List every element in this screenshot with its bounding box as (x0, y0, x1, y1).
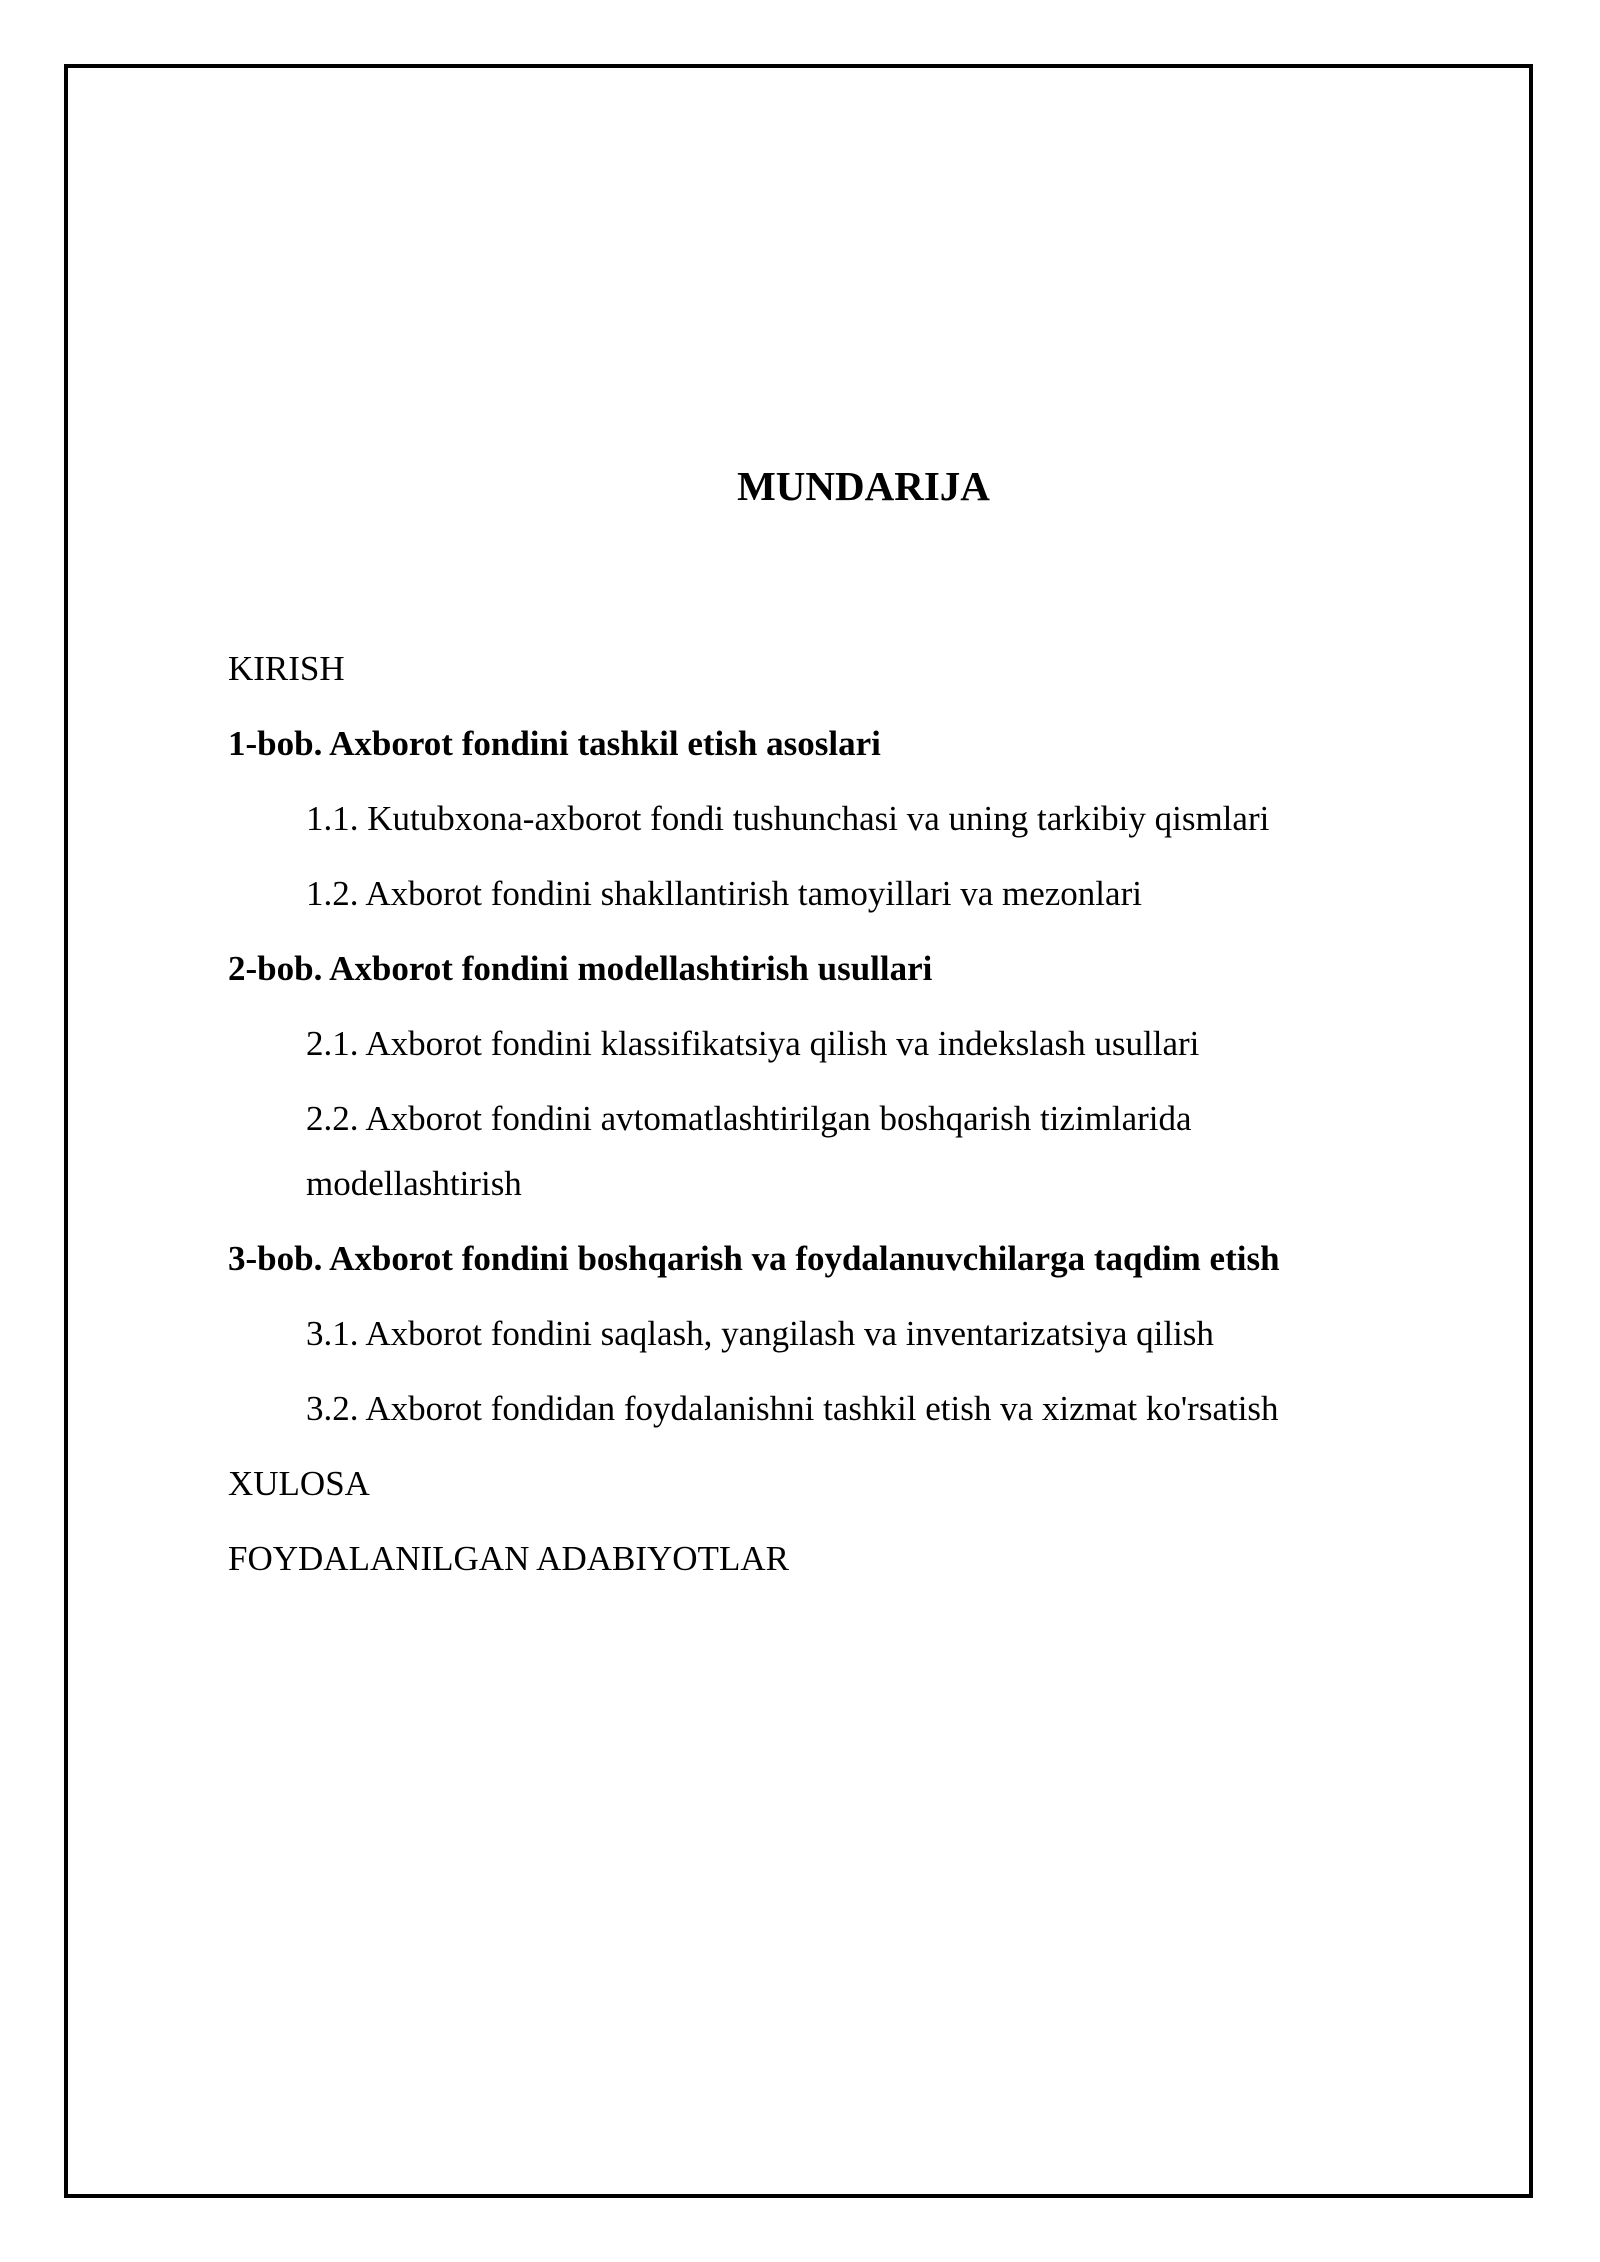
toc-section-2-2: 2.2. Axborot fondini avtomatlashtirilgan boshqarish tizimlarida modellashtirish (306, 1099, 1192, 1203)
toc-section-1-2: 1.2. Axborot fondini shakllantirish tamoyillari va mezonlari (306, 874, 1142, 913)
toc-section-3-1: 3.1. Axborot fondini saqlash, yangilash va inventarizatsiya qilish (306, 1314, 1214, 1353)
toc-section-1-1: 1.1. Kutubxona-axborot fondi tushunchasi va uning tarkibiy qismlari (306, 799, 1270, 838)
table-of-contents (228, 636, 1428, 1591)
page-title: MUNDARIJA (737, 463, 990, 509)
toc-entry-conclusion: XULOSA (228, 1464, 370, 1503)
toc-section-3-2: 3.2. Axborot fondidan foydalanishni tashkil etish va xizmat ko'rsatish (306, 1389, 1279, 1428)
toc-entry-references: FOYDALANILGAN ADABIYOTLAR (228, 1539, 789, 1578)
toc-chapter-1: 1-bob. Axborot fondini tashkil etish asoslari (228, 724, 881, 763)
toc-entry-introduction: KIRISH (228, 649, 345, 688)
toc-chapter-2: 2-bob. Axborot fondini modellashtirish usullari (228, 949, 933, 988)
toc-chapter-3: 3-bob. Axborot fondini boshqarish va foydalanuvchilarga taqdim etish (228, 1239, 1280, 1278)
toc-section-2-1: 2.1. Axborot fondini klassifikatsiya qilish va indekslash usullari (306, 1024, 1200, 1063)
